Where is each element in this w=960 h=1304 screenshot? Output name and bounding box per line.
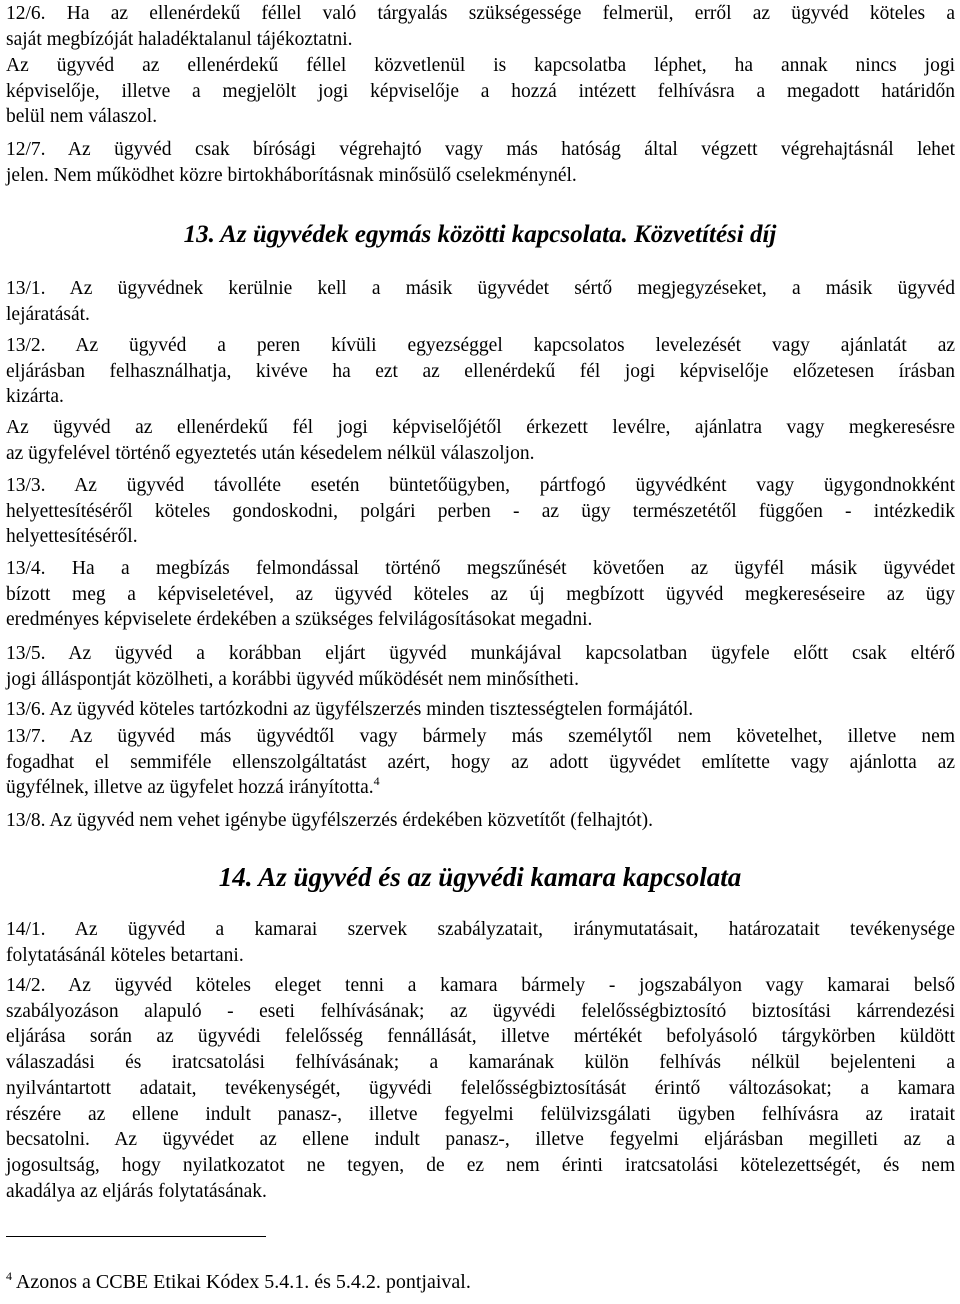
text-line: eljárásban felhasználhatja, kivéve ha ezt az ellenérdekű fél jogi képviselője előzetesen írásban — [6, 360, 955, 382]
text-line: bízott meg a képviseletével, az ügyvéd köteles az új megbízott ügyvéd megkereséseire az ügy — [6, 583, 955, 605]
text-line: folytatásánál köteles betartani. — [6, 944, 244, 966]
text-line: ügyfélnek, illetve az ügyfelet hozzá irányította.$^4$ — [6, 774, 380, 799]
text-line: kizárta. — [6, 386, 64, 408]
text-line: lejáratását. — [6, 303, 90, 325]
paragraph-14-1 — [6, 917, 955, 968]
paragraph-13-5 — [6, 641, 955, 692]
text-line: becsatolni. Az ügyvédet az ellene indult panasz-, illetve fegyelmi eljárásban megilleti az a — [6, 1129, 955, 1151]
text-line: az ügyfelével történő egyeztetés után késedelem nélkül válaszoljon. — [6, 442, 535, 464]
text-line: szabályozáson alapuló - eseti felhívásának; az ügyvédi felelősségbiztosító biztosítási kárrendezési — [6, 1000, 955, 1022]
text-line: 13/6. Az ügyvéd köteles tartózkodni az ügyfélszerzés minden tisztességtelen formájától. — [6, 699, 694, 720]
text-line: saját megbízóját haladéktalanul tájékoztatni. — [6, 28, 353, 50]
text-line: válaszadási és iratcsatolási felhívásának; a kamarának külön felhívás nélkül bejelenteni a — [6, 1052, 955, 1074]
text-line: 13/5. Az ügyvéd a korábban eljárt ügyvéd munkájával kapcsolatban ügyfele előtt csak eltérő — [6, 643, 955, 664]
paragraph-13-2-continued — [6, 415, 955, 466]
text-line: képviselője, illetve a megjelölt jogi képviselője a hozzá intézett felhívásra a megadott határidőn — [6, 80, 955, 102]
footnote-number: 4 — [6, 1269, 12, 1283]
paragraph-12-6 — [6, 1, 955, 52]
section-heading-13: 13. Az ügyvédek egymás közötti kapcsolata. Közvetítési díj — [183, 221, 777, 248]
text-line: jelen. Nem működhet közre birtokháborításnak minősülő cselekménynél. — [6, 164, 577, 186]
paragraph-13-7 — [6, 724, 955, 801]
text-line: Az ügyvéd az ellenérdekű fél jogi képviselőjétől érkezett levélre, ajánlatra vagy megkeresésre — [6, 417, 955, 438]
text-line: eredményes képviselete érdekében a szükséges felvilágosításokat megadni. — [6, 609, 593, 631]
paragraph-13-1 — [6, 276, 955, 327]
text-line: 13/2. Az ügyvéd a peren kívüli egyezséggel kapcsolatos levelezését vagy ajánlatát az — [6, 335, 955, 356]
text-line: nyilvántartott adatait, tevékenységét, ügyvédi felelősségbiztosítását érintő változásokat; a kamara — [6, 1077, 955, 1099]
paragraph-12-6-continued — [6, 53, 955, 130]
section-heading-14: 14. Az ügyvéd és az ügyvédi kamara kapcsolata — [218, 862, 742, 892]
text-line: Az ügyvéd az ellenérdekű féllel közvetlenül is kapcsolatba léphet, ha annak nincs jogi — [6, 55, 955, 76]
text-line: helyettesítéséről. — [6, 526, 138, 548]
footnote-text: Azonos a CCBE Etikai Kódex 5.4.1. és 5.4.2. pontjaival. — [15, 1271, 471, 1293]
text-line: 13/8. Az ügyvéd nem vehet igénybe ügyfélszerzés érdekében közvetítőt (felhajtót). — [6, 810, 654, 831]
paragraph-13-3 — [6, 473, 955, 550]
paragraph-13-6 — [6, 697, 955, 723]
text-line: 14/2. Az ügyvéd köteles eleget tenni a kamara bármely - jogszabályon vagy kamarai belső — [6, 975, 955, 996]
paragraph-13-4 — [6, 556, 955, 633]
text-line: 14/1. Az ügyvéd a kamarai szervek szabályzatait, iránymutatásait, határozatait tevékenysége — [6, 919, 955, 940]
text-line: jogosultság, hogy nyilatkozatot ne tegyen, de ez nem érinti iratcsatolási kötelezettségét, és nem — [6, 1154, 955, 1176]
text-line: 13/4. Ha a megbízás felmondással történő megszűnését követően az ügyfél másik ügyvédet — [6, 558, 955, 579]
paragraph-14-2 — [6, 973, 955, 1204]
text-line: 12/6. Ha az ellenérdekű féllel való tárgyalás szükségessége felmerül, erről az ügyvéd köteles a — [6, 3, 955, 24]
text-line: belül nem válaszol. — [6, 106, 158, 128]
footnote-reference: 4 — [373, 774, 380, 789]
text-line: 13/1. Az ügyvédnek kerülnie kell a másik ügyvédet sértő megjegyzéseket, a másik ügyvéd — [6, 278, 955, 299]
text-line: 13/7. Az ügyvéd más ügyvédtől vagy bármely más személytől nem követelhet, illetve nem — [6, 726, 955, 747]
paragraph-12-7 — [6, 137, 955, 188]
text-line: jogi álláspontját közölheti, a korábbi ügyvéd működését nem minősítheti. — [6, 668, 579, 690]
text-line: helyettesítéséről köteles gondoskodni, polgári perben - az ügy természetétől függően - intézkedik — [6, 500, 955, 522]
text-line: akadálya az eljárás folytatásának. — [6, 1180, 267, 1202]
text-line: 12/7. Az ügyvéd csak bírósági végrehajtó vagy más hatóság által végzett végrehajtásnál lehet — [6, 139, 955, 160]
text-line: fogadhat el semmiféle ellenszolgáltatást azért, hogy az adott ügyvédet említette vagy ajánlotta az — [6, 751, 955, 773]
text-line: 13/3. Az ügyvéd távolléte esetén büntetőügyben, pártfogó ügyvédként vagy ügygondnokként — [6, 475, 955, 496]
text-line: eljárása során az ügyvédi felelősség fennállását, illetve mértékét befolyásoló tárgykörben küldött — [6, 1026, 955, 1048]
paragraph-13-2 — [6, 333, 955, 410]
paragraph-13-8 — [6, 808, 955, 834]
footnote-divider — [6, 1236, 266, 1237]
footnote — [6, 1270, 471, 1294]
text-line: részére az ellene indult panasz-, illetve fegyelmi felülvizsgálati ügyben felhívásra az iratait — [6, 1103, 955, 1125]
